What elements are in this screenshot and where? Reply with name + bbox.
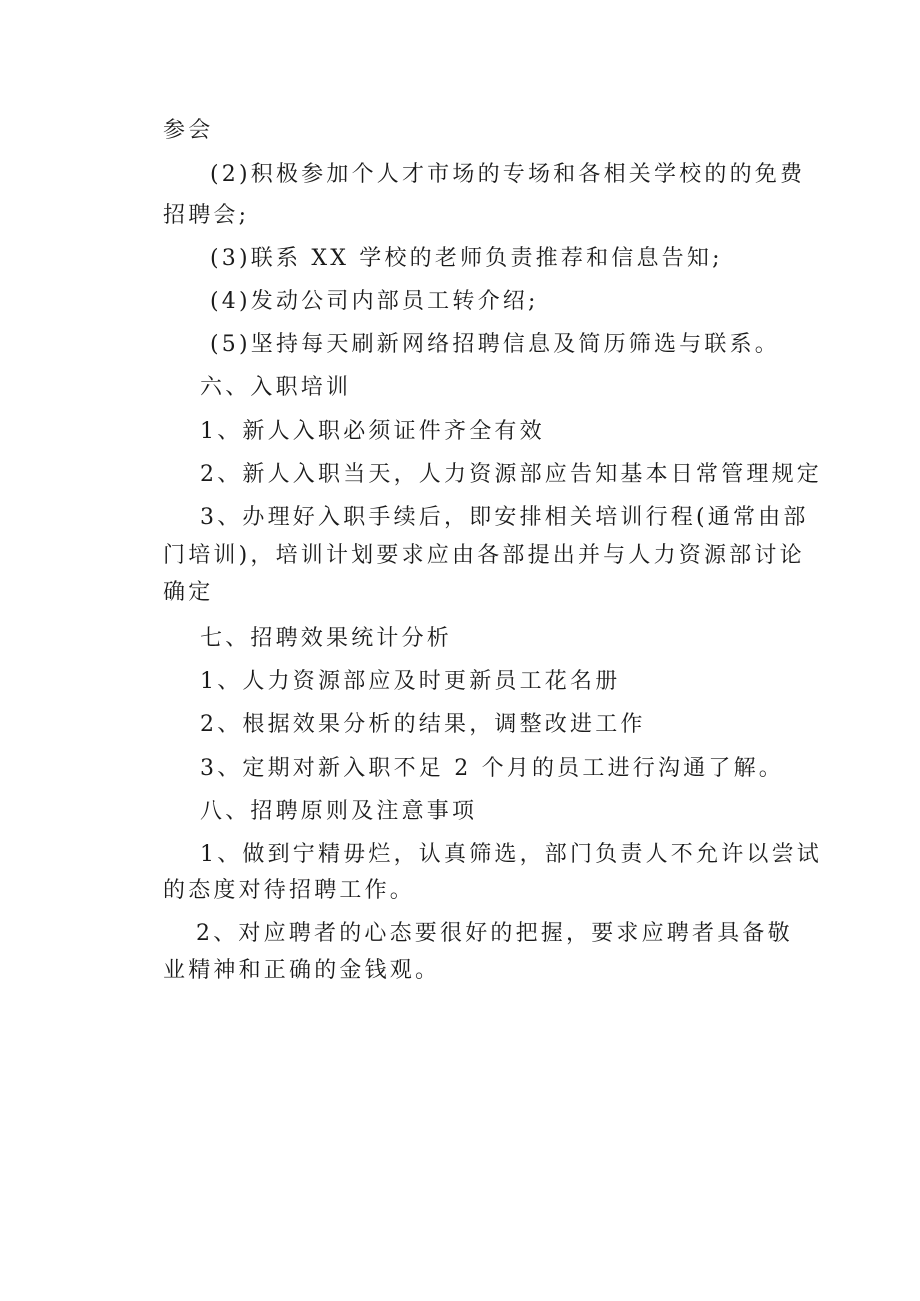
section-6-item-3-cont2: 确定	[163, 580, 214, 605]
list-item-3: (3)联系 XX 学校的老师负责推荐和信息告知;	[210, 246, 723, 271]
list-item-5: (5)坚持每天刷新网络招聘信息及简历筛选与联系。	[210, 332, 780, 357]
section-7-item-1: 1、人力资源部应及时更新员工花名册	[200, 669, 621, 694]
section-7-item-3: 3、定期对新入职不足 2 个月的员工进行沟通了解。	[200, 756, 784, 781]
section-8-item-1: 1、做到宁精毋烂，认真筛选，部门负责人不允许以尝试	[200, 842, 822, 867]
section-8-item-2-cont: 业精神和正确的金钱观。	[163, 958, 441, 983]
section-heading-8: 八、招聘原则及注意事项	[200, 799, 478, 824]
section-7-item-2: 2、根据效果分析的结果，调整改进工作	[200, 712, 646, 737]
section-heading-7: 七、招聘效果统计分析	[200, 626, 453, 651]
section-8-item-1-cont: 的态度对待招聘工作。	[163, 878, 416, 903]
text-line-continuation: 参会	[163, 118, 214, 143]
list-item-2: (2)积极参加个人才市场的专场和各相关学校的的免费	[210, 162, 806, 187]
list-item-4: (4)发动公司内部员工转介绍;	[210, 289, 539, 314]
section-8-item-2: 2、对应聘者的心态要很好的把握，要求应聘者具备敬	[196, 921, 793, 946]
section-6-item-2: 2、新人入职当天，人力资源部应告知基本日常管理规定	[200, 462, 822, 487]
section-heading-6: 六、入职培训	[200, 375, 352, 400]
section-6-item-3: 3、办理好入职手续后，即安排相关培训行程(通常由部	[200, 505, 809, 530]
list-item-2-cont: 招聘会;	[163, 203, 250, 228]
section-6-item-1: 1、新人入职必须证件齐全有效	[200, 419, 545, 444]
section-6-item-3-cont: 门培训)，培训计划要求应由各部提出并与人力资源部讨论	[163, 543, 805, 568]
